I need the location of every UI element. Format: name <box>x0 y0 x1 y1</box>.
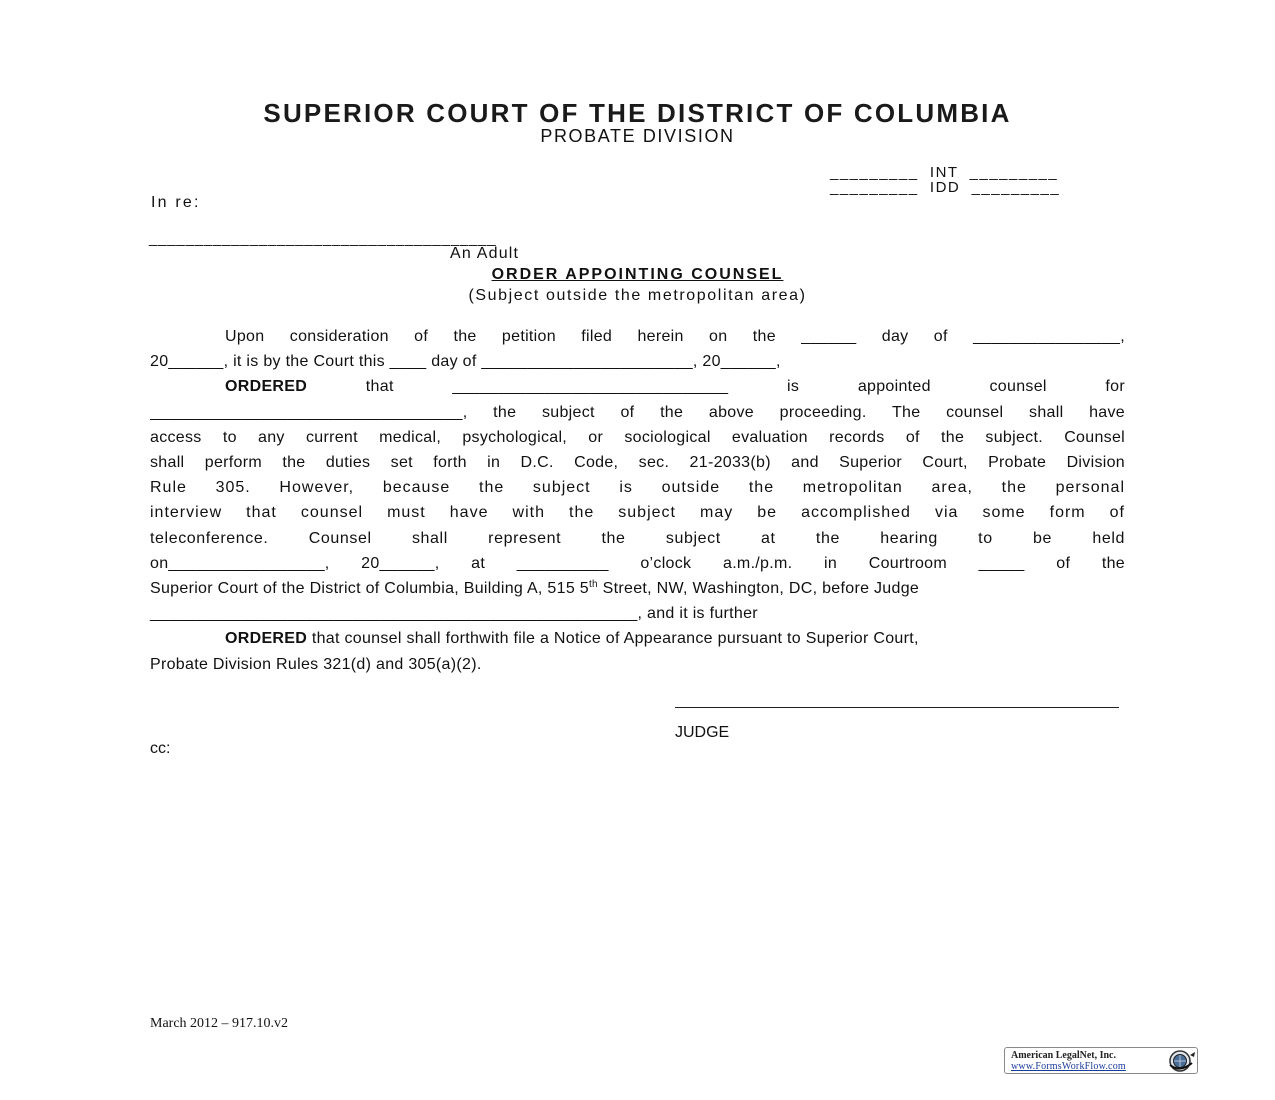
body-line-6: shall perform the duties set forth in D.C. Code, sec. 21-2033(b) and Superior Court, Probate Division <box>150 454 1125 471</box>
ordered-label: ORDERED <box>225 378 308 395</box>
body-line-7: Rule 305. However, because the subject is outside the metropolitan area, the personal <box>150 479 1125 496</box>
body-line-8: interview that counsel must have with the subject may be accomplished via some form of <box>150 504 1125 521</box>
badge-company-name: American LegalNet, Inc. <box>1011 1050 1116 1061</box>
body-line-12: _____________________________________________________, and it is further <box>150 605 758 622</box>
in-re-label: In re: <box>151 194 201 211</box>
body-line-11 <box>150 580 1125 598</box>
body-line-1: Upon consideration of the petition filed herein on the ______ day of ________________, <box>225 328 1125 345</box>
party-type-label: An Adult <box>450 245 520 262</box>
order-title: ORDER APPOINTING COUNSEL <box>491 266 784 283</box>
judge-label: JUDGE <box>675 724 730 741</box>
cc-label: cc: <box>150 740 171 757</box>
body-line-9: teleconference. Counsel shall represent the subject at the hearing to be held <box>150 530 1125 547</box>
body-line-13 <box>225 630 1125 648</box>
court-title: SUPERIOR COURT OF THE DISTRICT OF COLUMBIA <box>263 98 1012 128</box>
order-subtitle: (Subject outside the metropolitan area) <box>468 287 807 304</box>
form-code: March 2012 – 917.10.v2 <box>150 1016 289 1031</box>
body-line-5: access to any current medical, psychological, or sociological evaluation records of the subject. Counsel <box>150 429 1125 446</box>
ordinal-superscript: th <box>588 579 598 590</box>
badge-url-link[interactable]: www.FormsWorkFlow.com <box>1011 1061 1126 1072</box>
body-line-11-text-b: Street, NW, Washington, DC, before Judge <box>597 580 920 597</box>
subject-name-blank: ______________________________________ <box>149 230 497 247</box>
globe-logo-icon <box>1163 1049 1199 1073</box>
idd-case-number-line: _________ IDD _________ <box>830 179 1061 196</box>
division-title: PROBATE DIVISION <box>540 126 735 146</box>
body-line-4: __________________________________, the subject of the above proceeding. The counsel shall have <box>150 404 1125 421</box>
int-case-number-line: _________ INT _________ <box>830 164 1059 181</box>
body-line-3-text: that ______________________________ is appointed counsel for <box>365 378 1125 395</box>
body-line-2: 20______, it is by the Court this ____ day of _______________________, 20______, <box>150 353 781 370</box>
body-line-13-text: that counsel shall forthwith file a Notice of Appearance pursuant to Superior Court, <box>307 630 919 647</box>
ordered-label-2: ORDERED <box>225 630 308 647</box>
body-line-3 <box>225 378 1125 400</box>
judge-signature-line <box>675 707 1119 708</box>
body-line-11-text-a: Superior Court of the District of Columbia, Building A, 515 5 <box>150 580 589 597</box>
body-line-14: Probate Division Rules 321(d) and 305(a)(2). <box>150 656 482 673</box>
legalnet-badge <box>1004 1047 1198 1074</box>
body-line-10: on_________________, 20______, at __________ o’clock a.m./p.m. in Courtroom _____ of the <box>150 555 1125 572</box>
